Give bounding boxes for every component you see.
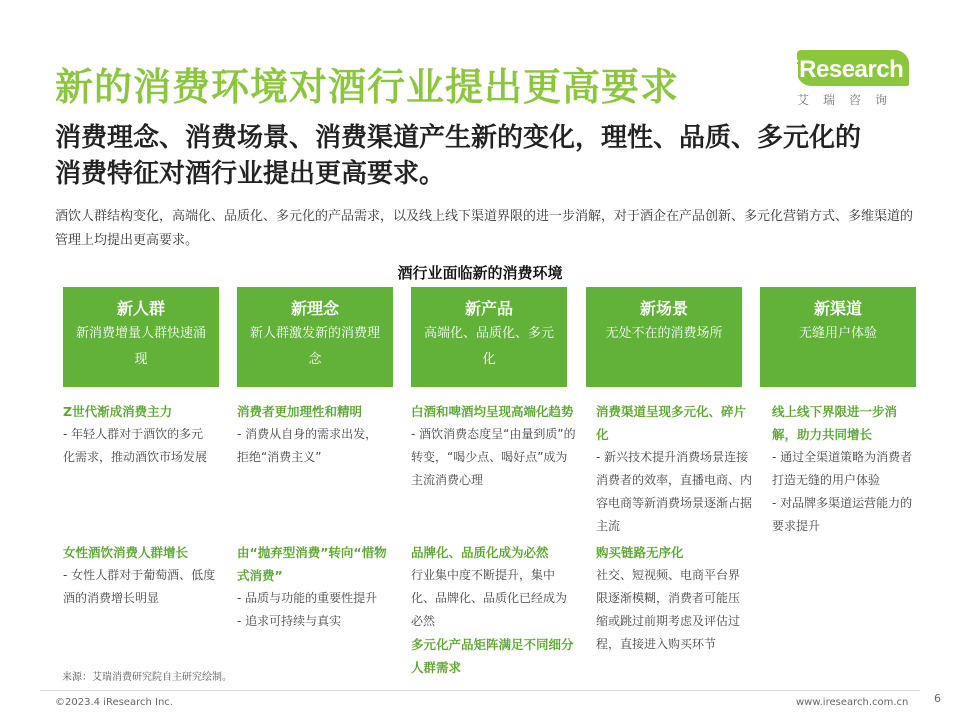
- point-body: 行业集中度不断提升，集中化、品牌化、品质化已经成为必然: [411, 568, 568, 628]
- point-body: - 追求可持续与真实: [237, 614, 342, 628]
- column-new-people-2: [63, 541, 219, 610]
- column-new-scene-2: [596, 541, 748, 656]
- point-body: 社交、短视频、电商平台界限逐渐模糊，消费者可能压缩或跳过前期考虑及评估过程，直接进入购买环节: [596, 568, 741, 651]
- column-new-people: [63, 400, 213, 469]
- point-body: - 消费从自身的需求出发，拒绝“消费主义”: [237, 427, 378, 464]
- page-title: 新的消费环境对酒行业提出更高要求: [55, 65, 680, 109]
- card-desc: 新人群激发新的消费理念: [249, 326, 380, 367]
- logo-subtext: 艾瑞咨询: [797, 93, 902, 107]
- subtitle: 消费理念、消费场景、消费渠道产生新的变化，理性、品质、多元化的消费特征对酒行业提出更高要求。: [55, 123, 862, 189]
- point-heading: 线上线下界限进一步消解，助力共同增长: [772, 404, 898, 442]
- card-title: 新人群: [116, 299, 165, 318]
- point-body: - 新兴技术提升消费场景连接消费者的效率，直播电商、内容电商等新消费场景逐渐占据主流: [596, 450, 753, 533]
- column-new-product-2: [411, 541, 576, 679]
- card-desc: 无处不在的消费场所: [605, 326, 723, 341]
- section-title: 酒行业面临新的消费环境: [397, 264, 563, 282]
- point-body: - 对品牌多渠道运营能力的要求提升: [772, 496, 913, 533]
- point-heading: 购买链路无序化: [596, 545, 684, 560]
- point-heading: 品牌化、品质化成为必然: [411, 545, 549, 560]
- point-heading: 女性酒饮消费人群增长: [63, 545, 189, 560]
- point-body: - 通过全渠道策略为消费者打造无缝的用户体验: [772, 450, 913, 487]
- point-heading: 多元化产品矩阵满足不同细分人群需求: [411, 637, 574, 675]
- column-new-channel: [772, 400, 920, 538]
- column-new-product: [411, 400, 576, 492]
- card-title: 新场景: [639, 299, 688, 318]
- column-new-concept: [237, 400, 387, 469]
- iresearch-logo: [793, 50, 918, 106]
- column-new-concept-2: [237, 541, 387, 633]
- point-body: - 女性人群对于葡萄酒、低度酒的消费增长明显: [63, 568, 216, 605]
- card-new-channel: [760, 287, 916, 387]
- point-body: - 酒饮消费态度呈“由量到质”的转变，“喝少点、喝好点”成为主流消费心理: [411, 427, 576, 487]
- card-title: 新理念: [290, 299, 339, 318]
- point-heading: 消费渠道呈现多元化、碎片化: [596, 404, 747, 442]
- card-desc: 新消费增量人群快速涌现: [75, 326, 206, 367]
- point-heading: 由“抛弃型消费”转向“惜物式消费”: [237, 545, 387, 583]
- point-heading: 白酒和啤酒均呈现高端化趋势: [411, 404, 574, 419]
- footer-divider: [40, 690, 920, 691]
- card-desc: 高端化、品质化、多元化: [423, 326, 554, 367]
- point-heading: Z世代渐成消费主力: [63, 404, 173, 419]
- point-body: - 品质与功能的重要性提升: [237, 591, 378, 605]
- card-new-product: [411, 287, 567, 387]
- copyright: ©2023.4 iResearch Inc.: [55, 697, 173, 708]
- card-new-people: [63, 287, 219, 387]
- card-title: 新渠道: [813, 299, 862, 318]
- point-body: - 年轻人群对于酒饮的多元化需求，推动酒饮市场发展: [63, 427, 208, 464]
- page-number: 6: [934, 692, 941, 705]
- card-desc: 无缝用户体验: [798, 326, 877, 341]
- card-title: 新产品: [464, 299, 513, 318]
- website-link[interactable]: www.iresearch.com.cn: [796, 697, 909, 708]
- source-note: 来源：艾瑞消费研究院自主研究绘制。: [62, 672, 232, 683]
- intro-paragraph: 酒饮人群结构变化，高端化、品质化、多元化的产品需求，以及线上线下渠道界限的进一步消解，对于酒企在产品创新、多元化营销方式、多维渠道的管理上均提出更高要求。: [55, 209, 914, 248]
- point-heading: 消费者更加理性和精明: [237, 404, 363, 419]
- card-new-scene: [586, 287, 742, 387]
- column-new-scene: [596, 400, 758, 538]
- logo-text: iResearch: [793, 56, 904, 83]
- card-new-concept: [237, 287, 393, 387]
